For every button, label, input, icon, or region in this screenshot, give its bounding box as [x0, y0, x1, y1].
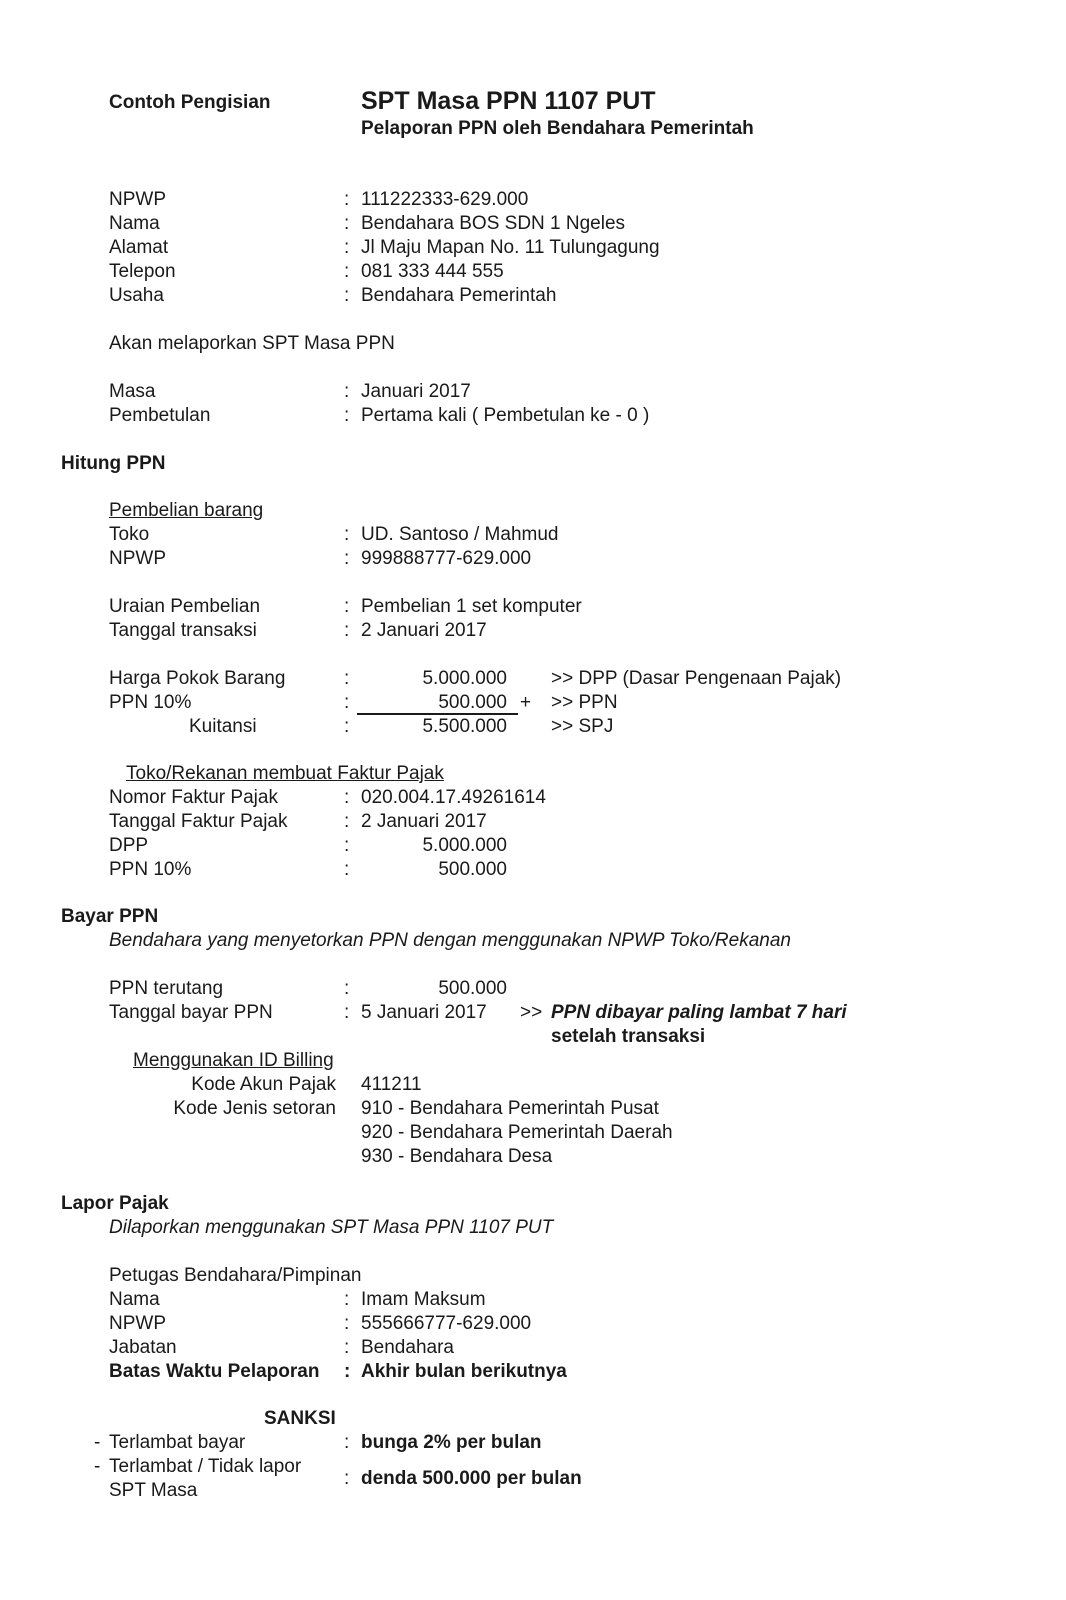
list-dash: - — [94, 1456, 101, 1477]
kode-jenis-value: 930 - Bendahara Desa — [361, 1146, 553, 1167]
calc-note: >> PPN — [551, 692, 618, 713]
list-dash: - — [94, 1432, 101, 1453]
separator: : — [344, 189, 350, 210]
separator: : — [344, 381, 350, 402]
separator: : — [344, 548, 350, 569]
purchase-label: Tanggal transaksi — [109, 620, 257, 641]
faktur-label: Nomor Faktur Pajak — [109, 787, 278, 808]
faktur-amount: 500.000 — [438, 859, 507, 880]
faktur-title: Toko/Rekanan membuat Faktur Pajak — [126, 763, 444, 784]
separator: : — [344, 620, 350, 641]
tanggal-bayar-label: Tanggal bayar PPN — [109, 1002, 273, 1023]
period-value: Januari 2017 — [361, 381, 471, 402]
section-heading-lapor: Lapor Pajak — [61, 1193, 169, 1214]
period-label: Pembetulan — [109, 405, 211, 426]
purchase-value: 2 Januari 2017 — [361, 620, 487, 641]
plus-sign: + — [520, 692, 532, 713]
tanggal-bayar-value: 5 Januari 2017 — [361, 1002, 487, 1023]
separator: : — [344, 978, 350, 999]
separator: : — [344, 596, 350, 617]
late-report-value: denda 500.000 per bulan — [361, 1468, 582, 1489]
separator: : — [344, 261, 350, 282]
page-title: SPT Masa PPN 1107 PUT — [361, 87, 656, 115]
sum-line — [357, 713, 518, 715]
billing-title: Menggunakan ID Billing — [133, 1050, 334, 1071]
calc-label: PPN 10% — [109, 692, 192, 713]
store-label: Toko — [109, 524, 150, 545]
officer-value: Imam Maksum — [361, 1289, 486, 1310]
store-value: 999888777-629.000 — [361, 548, 532, 569]
late-report-label: Terlambat / Tidak lapor — [109, 1456, 302, 1477]
identity-label: NPWP — [109, 189, 166, 210]
separator: : — [344, 716, 350, 737]
identity-label: Nama — [109, 213, 160, 234]
separator: : — [344, 668, 350, 689]
separator: : — [344, 835, 350, 856]
purchase-title: Pembelian barang — [109, 500, 264, 521]
deadline-value: Akhir bulan berikutnya — [361, 1361, 567, 1382]
page-subtitle: Pelaporan PPN oleh Bendahara Pemerintah — [361, 118, 754, 139]
separator: : — [344, 1337, 350, 1358]
kode-jenis-label: Kode Jenis setoran — [173, 1098, 336, 1119]
store-value: UD. Santoso / Mahmud — [361, 524, 559, 545]
deadline-note: PPN dibayar paling lambat 7 hari — [551, 1002, 847, 1023]
separator: : — [344, 405, 350, 426]
late-report-label-cont: SPT Masa — [109, 1480, 198, 1501]
separator: : — [344, 1313, 350, 1334]
arrow-marker: >> — [520, 1002, 543, 1023]
separator: : — [344, 787, 350, 808]
officer-label: Jabatan — [109, 1337, 177, 1358]
ppn-terutang-amount: 500.000 — [438, 978, 507, 999]
separator: : — [344, 237, 350, 258]
kode-akun-value: 411211 — [361, 1074, 422, 1095]
faktur-amount-label: PPN 10% — [109, 859, 192, 880]
identity-label: Alamat — [109, 237, 169, 258]
separator: : — [344, 213, 350, 234]
kode-akun-label: Kode Akun Pajak — [191, 1074, 336, 1095]
calc-label: Kuitansi — [189, 716, 257, 737]
faktur-amount: 5.000.000 — [422, 835, 507, 856]
section-heading-bayar: Bayar PPN — [61, 906, 159, 927]
identity-value: Bendahara Pemerintah — [361, 285, 557, 306]
store-label: NPWP — [109, 548, 166, 569]
report-intro: Akan melaporkan SPT Masa PPN — [109, 333, 395, 354]
calc-amount: 5.500.000 — [422, 716, 507, 737]
officer-value: Bendahara — [361, 1337, 454, 1358]
kode-jenis-value: 920 - Bendahara Pemerintah Daerah — [361, 1122, 673, 1143]
separator: : — [344, 524, 350, 545]
kode-jenis-value: 910 - Bendahara Pemerintah Pusat — [361, 1098, 659, 1119]
separator: : — [344, 859, 350, 880]
calc-amount: 5.000.000 — [422, 668, 507, 689]
late-pay-label: Terlambat bayar — [109, 1432, 246, 1453]
faktur-amount-label: DPP — [109, 835, 149, 856]
late-pay-value: bunga 2% per bulan — [361, 1432, 542, 1453]
calc-amount: 500.000 — [438, 692, 507, 713]
section-heading-hitung: Hitung PPN — [61, 453, 166, 474]
separator: : — [344, 1432, 350, 1453]
purchase-value: Pembelian 1 set komputer — [361, 596, 582, 617]
separator: : — [344, 1289, 350, 1310]
header-label: Contoh Pengisian — [109, 92, 271, 113]
purchase-label: Uraian Pembelian — [109, 596, 261, 617]
calc-label: Harga Pokok Barang — [109, 668, 286, 689]
identity-value: Bendahara BOS SDN 1 Ngeles — [361, 213, 626, 234]
period-value: Pertama kali ( Pembetulan ke - 0 ) — [361, 405, 650, 426]
deadline-label: Batas Waktu Pelaporan — [109, 1361, 320, 1382]
separator: : — [344, 1468, 350, 1489]
faktur-label: Tanggal Faktur Pajak — [109, 811, 288, 832]
officer-label: NPWP — [109, 1313, 166, 1334]
separator: : — [344, 692, 350, 713]
identity-value: 081 333 444 555 — [361, 261, 504, 282]
identity-value: 111222333-629.000 — [361, 189, 529, 210]
period-label: Masa — [109, 381, 156, 402]
officer-title: Petugas Bendahara/Pimpinan — [109, 1265, 362, 1286]
faktur-value: 2 Januari 2017 — [361, 811, 487, 832]
bayar-note: Bendahara yang menyetorkan PPN dengan menggunakan NPWP Toko/Rekanan — [109, 930, 791, 951]
separator: : — [344, 1361, 351, 1382]
ppn-terutang-label: PPN terutang — [109, 978, 224, 999]
lapor-note: Dilaporkan menggunakan SPT Masa PPN 1107 PUT — [109, 1217, 554, 1238]
calc-note: >> SPJ — [551, 716, 614, 737]
identity-label: Telepon — [109, 261, 176, 282]
identity-label: Usaha — [109, 285, 164, 306]
separator: : — [344, 285, 350, 306]
sanksi-heading: SANKSI — [264, 1408, 336, 1429]
deadline-note-cont: setelah transaksi — [551, 1026, 706, 1047]
officer-label: Nama — [109, 1289, 160, 1310]
separator: : — [344, 1002, 350, 1023]
identity-value: Jl Maju Mapan No. 11 Tulungagung — [361, 237, 660, 258]
faktur-value: 020.004.17.49261614 — [361, 787, 546, 808]
officer-value: 555666777-629.000 — [361, 1313, 532, 1334]
calc-note: >> DPP (Dasar Pengenaan Pajak) — [551, 668, 842, 689]
separator: : — [344, 811, 350, 832]
